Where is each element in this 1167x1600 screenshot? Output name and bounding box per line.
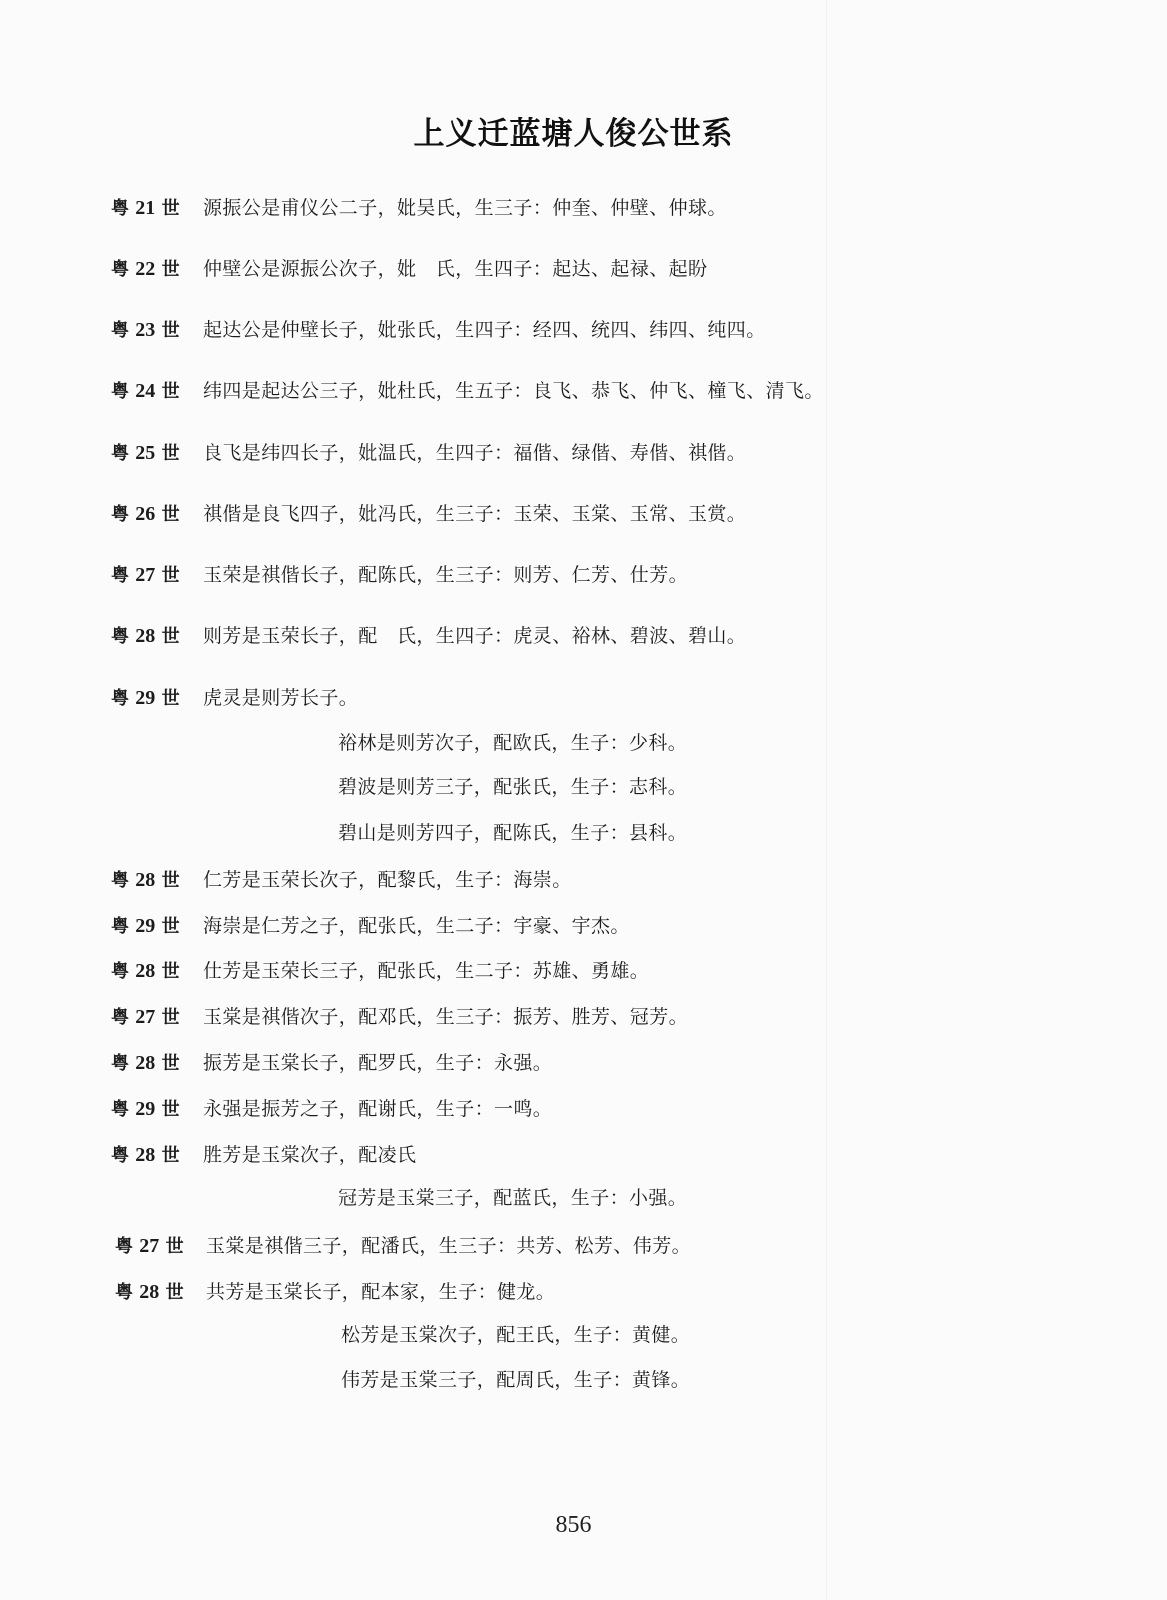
generation-number: 26 (135, 503, 156, 525)
page-number: 856 (555, 1512, 592, 1538)
generation-number: 29 (135, 915, 156, 937)
generation-suffix: 世 (161, 443, 180, 464)
sibling-entry: 伟芳是玉棠三子，配周氏，生子：黄锋。 (341, 1369, 691, 1391)
generation-label (111, 563, 180, 588)
generation-prefix: 粤 (111, 1007, 129, 1028)
generation-suffix: 世 (161, 381, 180, 402)
generation-suffix: 世 (161, 1053, 180, 1074)
generation-label (111, 914, 180, 939)
generation-number: 28 (135, 625, 156, 647)
generation-number: 24 (135, 380, 156, 402)
generation-number: 28 (135, 1144, 156, 1166)
generation-prefix: 粤 (111, 1053, 129, 1074)
generation-number: 29 (135, 1098, 156, 1120)
generation-number: 28 (139, 1281, 160, 1303)
sibling-entry: 碧波是则芳三子，配张氏，生子：志科。 (338, 776, 688, 798)
generation-suffix: 世 (161, 688, 180, 709)
generation-prefix: 粤 (111, 1145, 129, 1166)
generation-label (111, 868, 180, 893)
generation-label (111, 1051, 180, 1076)
entry-text: 源振公是甫仪公二子，妣吴氏，生三子：仲奎、仲壁、仲球。 (203, 197, 727, 219)
page-title: 上义迁蓝塘人俊公世系 (413, 116, 734, 152)
generation-suffix: 世 (161, 198, 180, 219)
entry-text: 共芳是玉棠长子，配本家，生子：健龙。 (206, 1281, 556, 1303)
entry-text: 海崇是仁芳之子，配张氏，生二子：宇豪、宇杰。 (203, 915, 630, 937)
generation-prefix: 粤 (111, 198, 129, 219)
entry-text: 仕芳是玉荣长三子，配张氏，生二子：苏雄、勇雄。 (203, 960, 650, 982)
generation-suffix: 世 (161, 320, 180, 341)
generation-label (115, 1280, 184, 1305)
entry-text: 永强是振芳之子，配谢氏，生子：一鸣。 (203, 1098, 553, 1120)
generation-suffix: 世 (161, 961, 180, 982)
entry-text: 祺偕是良飞四子，妣冯氏，生三子：玉荣、玉棠、玉常、玉赏。 (203, 503, 747, 525)
generation-prefix: 粤 (111, 259, 129, 280)
scan-edge-line (826, 0, 827, 1600)
generation-label (111, 318, 180, 343)
sibling-entry: 冠芳是玉棠三子，配蓝氏，生子：小强。 (338, 1187, 688, 1209)
entry-text: 仁芳是玉荣长次子，配黎氏，生子：海崇。 (203, 869, 572, 891)
generation-suffix: 世 (161, 916, 180, 937)
generation-label (111, 1143, 180, 1168)
generation-prefix: 粤 (111, 565, 129, 586)
generation-suffix: 世 (165, 1236, 184, 1257)
generation-prefix: 粤 (111, 916, 129, 937)
generation-prefix: 粤 (115, 1236, 133, 1257)
generation-number: 29 (135, 687, 156, 709)
generation-number: 28 (135, 869, 156, 891)
generation-number: 21 (135, 197, 156, 219)
generation-number: 27 (135, 564, 156, 586)
entry-text: 玉荣是祺偕长子，配陈氏，生三子：则芳、仁芳、仕芳。 (203, 564, 689, 586)
generation-label (111, 379, 180, 404)
generation-number: 27 (139, 1235, 160, 1257)
generation-suffix: 世 (161, 1145, 180, 1166)
generation-suffix: 世 (165, 1282, 184, 1303)
entry-text: 振芳是玉棠长子，配罗氏，生子：永强。 (203, 1052, 553, 1074)
generation-suffix: 世 (161, 626, 180, 647)
entry-text: 玉棠是祺偕三子，配潘氏，生三子：共芳、松芳、伟芳。 (206, 1235, 692, 1257)
generation-prefix: 粤 (111, 381, 129, 402)
generation-suffix: 世 (161, 1007, 180, 1028)
sibling-entry: 松芳是玉棠次子，配王氏，生子：黄健。 (341, 1324, 691, 1346)
generation-label (111, 257, 180, 282)
entry-text: 纬四是起达公三子，妣杜氏，生五子：良飞、恭飞、仲飞、橦飞、清飞。 (203, 380, 824, 402)
entry-text: 虎灵是则芳长子。 (203, 687, 359, 709)
generation-number: 28 (135, 1052, 156, 1074)
generation-prefix: 粤 (111, 443, 129, 464)
generation-number: 22 (135, 258, 156, 280)
generation-prefix: 粤 (111, 1099, 129, 1120)
entry-text: 仲壁公是源振公次子，妣 氏，生四子：起达、起禄、起盼 (203, 258, 708, 280)
generation-number: 28 (135, 960, 156, 982)
generation-number: 23 (135, 319, 156, 341)
generation-label (111, 502, 180, 527)
generation-label (111, 1005, 180, 1030)
generation-suffix: 世 (161, 259, 180, 280)
generation-suffix: 世 (161, 565, 180, 586)
generation-label (115, 1234, 184, 1259)
entry-text: 则芳是玉荣长子，配 氏，生四子：虎灵、裕林、碧波、碧山。 (203, 625, 747, 647)
generation-label (111, 441, 180, 466)
generation-number: 25 (135, 442, 156, 464)
generation-suffix: 世 (161, 870, 180, 891)
generation-label (111, 1097, 180, 1122)
generation-prefix: 粤 (111, 626, 129, 647)
generation-prefix: 粤 (111, 870, 129, 891)
sibling-entry: 碧山是则芳四子，配陈氏，生子：县科。 (338, 822, 688, 844)
entry-text: 玉棠是祺偕次子，配邓氏，生三子：振芳、胜芳、冠芳。 (203, 1006, 689, 1028)
sibling-entry: 裕林是则芳次子，配欧氏，生子：少科。 (338, 732, 688, 754)
generation-number: 27 (135, 1006, 156, 1028)
generation-prefix: 粤 (111, 961, 129, 982)
generation-prefix: 粤 (111, 504, 129, 525)
generation-label (111, 959, 180, 984)
generation-label (111, 624, 180, 649)
generation-label (111, 686, 180, 711)
generation-prefix: 粤 (115, 1282, 133, 1303)
entry-text: 良飞是纬四长子，妣温氏，生四子：福偕、绿偕、寿偕、祺偕。 (203, 442, 747, 464)
generation-prefix: 粤 (111, 688, 129, 709)
generation-prefix: 粤 (111, 320, 129, 341)
generation-suffix: 世 (161, 504, 180, 525)
entry-text: 胜芳是玉棠次子，配凌氏 (203, 1144, 417, 1166)
generation-label (111, 196, 180, 221)
entry-text: 起达公是仲壁长子，妣张氏，生四子：经四、统四、纬四、纯四。 (203, 319, 766, 341)
generation-suffix: 世 (161, 1099, 180, 1120)
